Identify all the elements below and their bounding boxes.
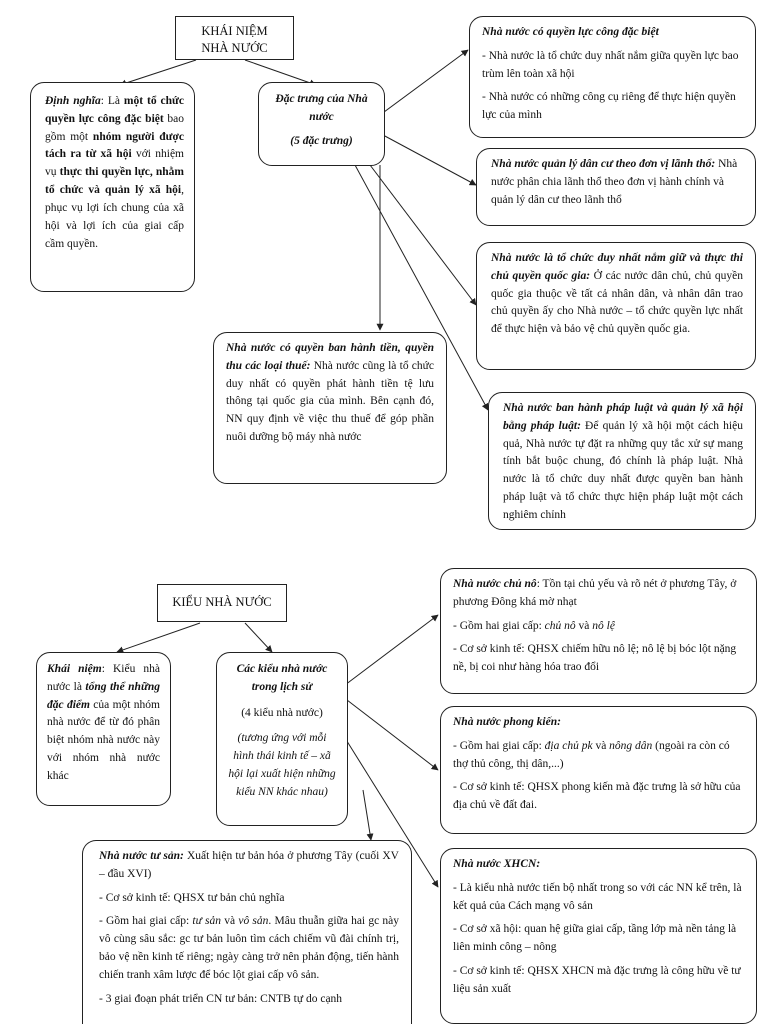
capitalist-stages: - 3 giai đoạn phát triển CN tư bản: CNTB tự do cạnh [99, 992, 343, 1005]
capitalist-class-2: vô sản [238, 915, 269, 928]
definition-label: Định nghĩa [45, 95, 101, 107]
definition-text-1: : Là [100, 95, 124, 107]
definition-text-4: , phục vụ lợi ích chung của xã hội và lợi ích của giai cấp cầm quyền. [45, 184, 184, 250]
types-box-title: Các kiểu nhà nước trong lịch sử [236, 663, 328, 693]
features-box [258, 82, 385, 166]
types-note: (tương ứng với mỗi hình thái kinh tế – xã hội lại xuất hiện những kiểu NN khác nhau) [228, 732, 336, 798]
feature-1-p2: - Nhà nước có những công cụ riêng để thực hiện quyền lực của mình [482, 91, 736, 122]
concept-text-1: : Kiểu nhà nước là [47, 663, 160, 693]
feudal-econ: - Cơ sở kinh tế: QHSX phong kiến mà đặc trưng là sở hữu của địa chủ về đất đai. [453, 781, 741, 812]
capitalist-and: và [221, 915, 239, 928]
feature-4-head: Nhà nước có quyền ban hành tiền, quyền thu các loại thuế: [226, 342, 434, 372]
arrow-to-slave [345, 615, 438, 685]
capitalist-classes-suffix: . Mâu thuẫn giữa hai gc này vô cùng sâu sắc: gc tư bản luôn tìm cách chiếm vũ đài chính trị, bảo vệ nền kinh tế riêng; ngày càng trở nên phản động, tiến hành chiến tranh xâm lược để bóc lột giai cấp vô sản. [99, 915, 400, 981]
types-title: KIỂU NHÀ NƯỚC [172, 595, 272, 609]
concept-title: KHÁI NIỆM NHÀ NƯỚC [201, 24, 268, 55]
capitalist-state-box [82, 840, 412, 1024]
concept-title-box [175, 16, 294, 60]
feature-1-box [469, 16, 756, 138]
slave-and: và [575, 619, 593, 632]
feature-5-text: Để quản lý xã hội một cách hiệu quả, Nhà nước tự đặt ra những quy tắc xử sự mang tính bắt buộc chung, đó chính là pháp luật. Nhà nước là tổ chức duy nhất được quyền ban hành pháp luật và tổ chức thực hiện pháp luật một cách nghiêm chỉnh [503, 419, 743, 521]
definition-bold-3: thực thi quyền lực, nhằm tổ chức và quản lý xã hội [45, 166, 185, 197]
feature-2-text: Nhà nước phân chia lãnh thổ theo đơn vị hành chính và quản lý dân cư theo lãnh thổ [491, 158, 738, 206]
definition-text-3: với nhiệm vụ [45, 148, 184, 179]
feature-2-head: Nhà nước quản lý dân cư theo đơn vị lãnh thổ: [491, 158, 716, 170]
slave-class-2: nô lệ [592, 619, 615, 632]
capitalist-head: Nhà nước tư sản: [99, 850, 184, 862]
feudal-classes-suffix: (ngoài ra còn có thợ thủ công, thị dân,...) [453, 739, 730, 770]
arrow-to-feudal [347, 700, 438, 770]
types-title-box [157, 584, 287, 622]
feature-3-box [476, 242, 756, 370]
feature-2-box [476, 148, 756, 226]
feature-4-text: Nhà nước cũng là tổ chức duy nhất có quyền phát hành tiền tệ lưu thông tại quốc gia của mình. Bên cạnh đó, NN quy định về việc thu thuế để góp phần nuôi dưỡng bộ máy nhà nước [226, 359, 434, 444]
feature-1-head: Nhà nước có quyền lực công đặc biệt [482, 26, 659, 38]
features-count: (5 đặc trưng) [290, 134, 353, 147]
arrow-to-concept [117, 623, 200, 652]
socialist-state-box [440, 848, 757, 1024]
slave-class-1: chủ nô [544, 619, 576, 632]
slave-econ: - Cơ sở kinh tế: QHSX chiếm hữu nô lệ; nô lệ bị bóc lột nặng nề, bị coi như hàng hóa trao đổi [453, 643, 737, 674]
types-box [216, 652, 348, 826]
definition-bold-2: nhóm người được tách ra từ xã hội [45, 130, 184, 161]
feudal-classes-prefix: - Gồm hai giai cấp: [453, 739, 545, 752]
definition-text-2: bao gồm một [45, 112, 184, 143]
arrow-to-f3 [370, 165, 476, 305]
definition-box [30, 82, 195, 292]
capitalist-intro: Xuất hiện tư bản hóa ở phương Tây (cuối XV – đầu XVI) [99, 850, 399, 880]
feature-4-box [213, 332, 447, 484]
slave-state-box [440, 568, 757, 694]
slave-head: Nhà nước chủ nô [453, 578, 537, 590]
feudal-head: Nhà nước phong kiến: [453, 716, 561, 728]
concept-box [36, 652, 171, 806]
feature-3-text: Ở các nước dân chủ, chủ quyền quốc gia thuộc về tất cả nhân dân, và nhân dân trao chủ quyền ấy cho Nhà nước – tổ chức quyền lực nhất để thực hiện và bảo vệ chủ quyền quốc gia. [491, 269, 743, 336]
feudal-state-box [440, 706, 757, 834]
feature-1-p1: - Nhà nước là tổ chức duy nhất nắm giữa quyền lực bao trùm lên toàn xã hội [482, 49, 739, 80]
feature-5-head: Nhà nước ban hành pháp luật và quản lý xã hội bằng pháp luật: [503, 402, 743, 432]
feature-5-box [488, 392, 756, 530]
socialist-p3: - Cơ sở kinh tế: QHSX XHCN mà đặc trưng là công hữu về tư liệu sản xuất [453, 965, 741, 995]
features-title: Đặc trưng của Nhà nước [275, 93, 368, 123]
capitalist-econ: - Cơ sở kinh tế: QHSX tư bản chủ nghĩa [99, 891, 285, 904]
arrow-to-capitalist [363, 790, 371, 840]
definition-bold-1: một tổ chức quyền lực công đặc biệt [45, 95, 185, 125]
arrow-to-f2 [383, 135, 476, 185]
arrow-to-f1 [380, 50, 468, 115]
feudal-class-1: địa chủ pk [544, 739, 593, 752]
slave-classes-prefix: - Gồm hai giai cấp: [453, 619, 545, 632]
socialist-head: Nhà nước XHCN: [453, 858, 541, 870]
feudal-class-2: nông dân [609, 739, 653, 752]
arrow-to-types [245, 623, 272, 652]
feudal-and: và [592, 739, 610, 752]
types-count: (4 kiểu nhà nước) [241, 706, 323, 719]
capitalist-class-1: tư sản [192, 915, 222, 928]
concept-emphasis: tổng thể những đặc điểm [47, 680, 160, 711]
socialist-p2: - Cơ sở xã hội: quan hệ giữa giai cấp, tầng lớp mà nền tảng là liên minh công – nông [453, 923, 737, 954]
concept-label: Khái niệm [47, 663, 102, 675]
concept-text-2: của một nhóm nhà nước để từ đó phân biệt nhóm nhà nước này với nhóm nhà nước khác [47, 698, 160, 782]
capitalist-classes-prefix: - Gồm hai giai cấp: [99, 915, 193, 928]
slave-intro: : Tồn tại chủ yếu và rõ nét ở phương Tây, ở phương Đông khá mờ nhạt [453, 578, 737, 608]
socialist-p1: - Là kiểu nhà nước tiến bộ nhất trong so với các NN kể trên, là kết quả của Cách mạng vô sản [453, 881, 742, 912]
feature-3-head: Nhà nước là tổ chức duy nhất nắm giữ và thực thi chủ quyền quốc gia: [491, 252, 743, 282]
